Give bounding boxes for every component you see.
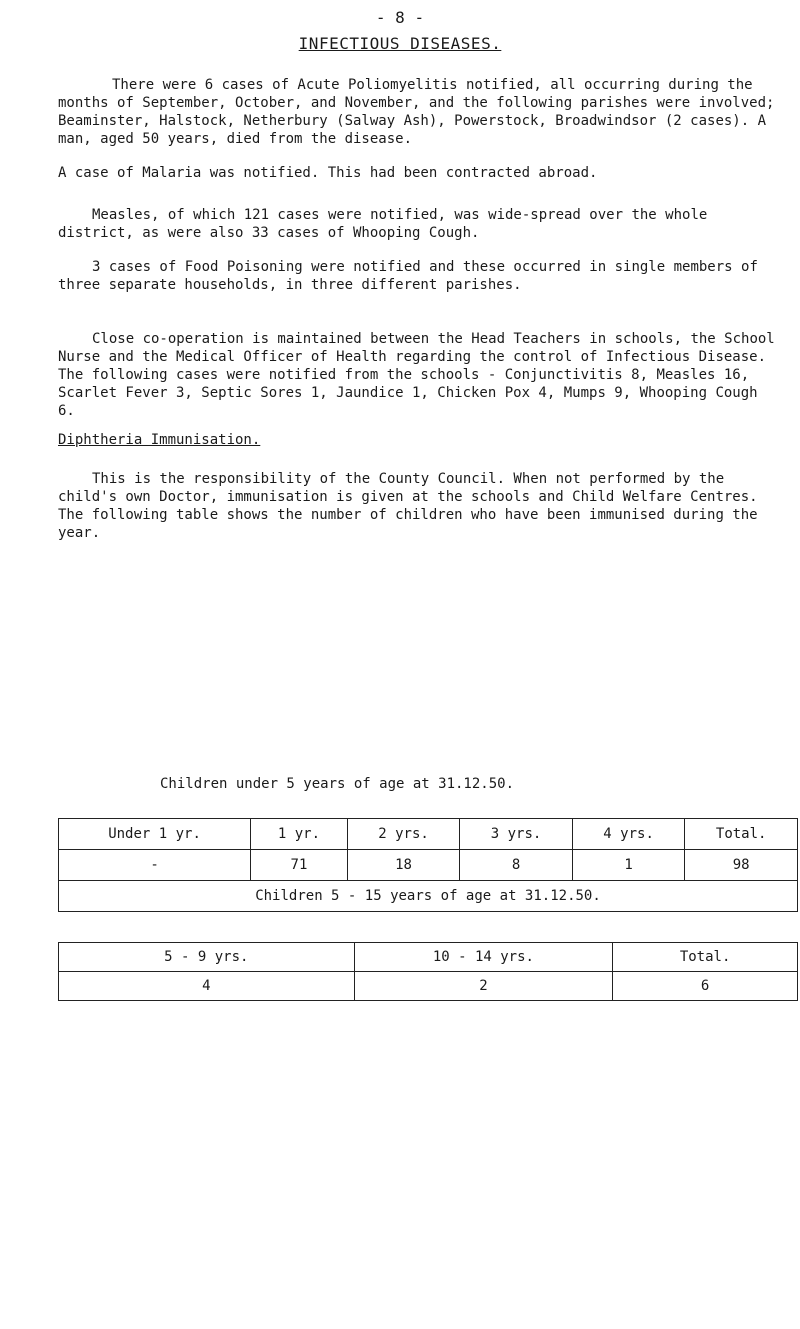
table-header-cell: 5 - 9 yrs. [59,943,355,972]
table-header-cell: 2 yrs. [347,819,460,850]
table-row [59,850,798,881]
table-header-cell: 3 yrs. [460,819,573,850]
table-5to15-caption: Children 5 - 15 years of age at 31.12.50. [59,881,798,912]
table-cell: 4 [59,972,355,1001]
table-cell: 71 [251,850,348,881]
measles-paragraph: Measles, of which 121 cases were notified, was wide-spread over the whole district, as were also 33 cases of Whooping Cough. [58,207,708,241]
table-under5 [58,818,798,912]
table-row [59,881,798,912]
table-row [59,972,798,1001]
table-header-cell: Total. [685,819,798,850]
polio-paragraph: There were 6 cases of Acute Poliomyelitis notified, all occurring during the months of September, October, and November, and the following parishes were involved; Beaminster, Halstock, Netherbury (Salway Ash), Powerstock, Broadwindsor (2 cases). A man, aged 50 years, died from the disease. [58,77,775,147]
table-row [59,819,798,850]
table-cell: 8 [460,850,573,881]
food-poisoning-paragraph: 3 cases of Food Poisoning were notified and these occurred in single members of three separate households, in three different parishes. [58,259,758,293]
table-header-cell: 1 yr. [251,819,348,850]
table-row [59,943,798,972]
diphtheria-paragraph: This is the responsibility of the County Council. When not performed by the child's own Doctor, immunisation is given at the schools and Child Welfare Centres. The following table shows the number of children who have been immunised during the year. [58,471,758,541]
table-cell: 6 [613,972,798,1001]
table-cell: 1 [572,850,685,881]
table-under5-caption: Children under 5 years of age at 31.12.50. [160,776,515,792]
table-header-cell: 10 - 14 yrs. [354,943,613,972]
schools-paragraph: Close co-operation is maintained between the Head Teachers in schools, the School Nurse and the Medical Officer of Health regarding the control of Infectious Disease. The following cases were notified from the schools - Conjunctivitis 8, Measles 16, Scarlet Fever 3, Septic Sores 1, Jaundice 1, Chicken Pox 4, Mumps 9, Whooping Cough 6. [58,331,775,419]
page-title: INFECTIOUS DISEASES. [298,34,502,53]
table-header-cell: Total. [613,943,798,972]
diphtheria-heading: Diphtheria Immunisation. [58,432,261,448]
page-number: - 8 - [375,8,425,27]
table-header-cell: 4 yrs. [572,819,685,850]
table-header-cell: Under 1 yr. [59,819,251,850]
table-cell: 98 [685,850,798,881]
table-5to15 [58,942,798,1001]
table-cell: 18 [347,850,460,881]
malaria-paragraph: A case of Malaria was notified. This had been contracted abroad. [58,165,598,181]
table-cell: 2 [354,972,613,1001]
table-cell: - [59,850,251,881]
